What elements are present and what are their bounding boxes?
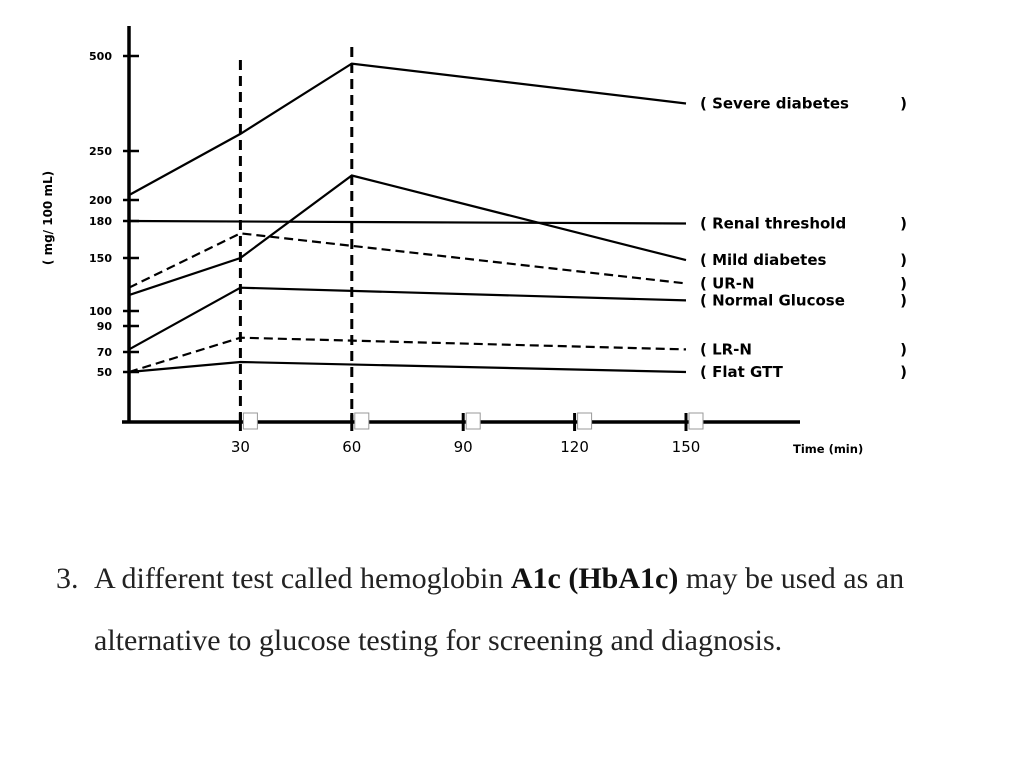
series-label-close-paren: ) <box>900 363 907 381</box>
series-line <box>129 64 686 196</box>
y-tick-label: 100 <box>89 305 112 318</box>
series-label: ( Flat GTT <box>700 363 783 381</box>
caption-bold-hba1c: (HbA1c) <box>568 562 679 595</box>
y-tick-label: 70 <box>96 346 112 359</box>
series-line <box>129 221 686 223</box>
y-tick-label: 200 <box>89 194 112 207</box>
x-tick-label: 90 <box>453 438 473 456</box>
series-line <box>129 176 686 296</box>
series-line <box>129 288 686 350</box>
y-tick-label: 50 <box>96 366 112 379</box>
x-tick-label: 150 <box>671 438 701 456</box>
caption-text-after: may be used as an alternative to glucose testing for screening and diagnosis. <box>94 562 905 657</box>
series-line <box>129 362 686 372</box>
y-tick-label: 150 <box>89 252 112 265</box>
x-tick-box <box>243 413 257 429</box>
y-tick-label: 180 <box>89 215 112 228</box>
x-tick-box <box>578 413 592 429</box>
chart-label-layer <box>89 50 907 456</box>
x-tick-box <box>355 413 369 429</box>
series-label: ( Severe diabetes <box>700 94 849 113</box>
chart-series-layer <box>129 64 686 372</box>
list-number: 3. <box>56 562 79 595</box>
chart-axes-layer <box>122 26 800 431</box>
series-label-close-paren: ) <box>900 251 907 270</box>
series-label: ( Normal Glucose <box>700 291 845 310</box>
series-label-close-paren: ) <box>900 94 907 113</box>
x-tick-label: 30 <box>230 438 250 456</box>
series-label-close-paren: ) <box>900 291 907 310</box>
y-tick-label: 500 <box>89 50 112 63</box>
series-label: ( LR-N <box>700 340 752 359</box>
x-tick-box <box>689 413 703 429</box>
x-tick-label: 120 <box>560 438 589 456</box>
caption-bold-a1c: A1c <box>510 562 561 595</box>
x-tick-box <box>466 413 480 429</box>
series-label-close-paren: ) <box>900 274 907 293</box>
caption-text-before: A different test called hemoglobin <box>94 562 511 595</box>
series-label: ( Mild diabetes <box>700 251 827 270</box>
series-label-close-paren: ) <box>900 214 907 233</box>
series-label: ( UR-N <box>700 274 755 293</box>
x-axis-label: Time (min) <box>793 442 864 456</box>
y-tick-label: 90 <box>96 320 112 333</box>
y-tick-label: 250 <box>89 145 112 158</box>
series-line <box>129 233 686 287</box>
caption-paragraph <box>56 548 996 672</box>
series-label: ( Renal threshold <box>700 214 847 233</box>
series-line <box>129 338 686 372</box>
y-axis-label: ( mg/ 100 mL) <box>41 170 55 266</box>
series-label-close-paren: ) <box>900 340 907 359</box>
x-tick-label: 60 <box>342 438 362 456</box>
